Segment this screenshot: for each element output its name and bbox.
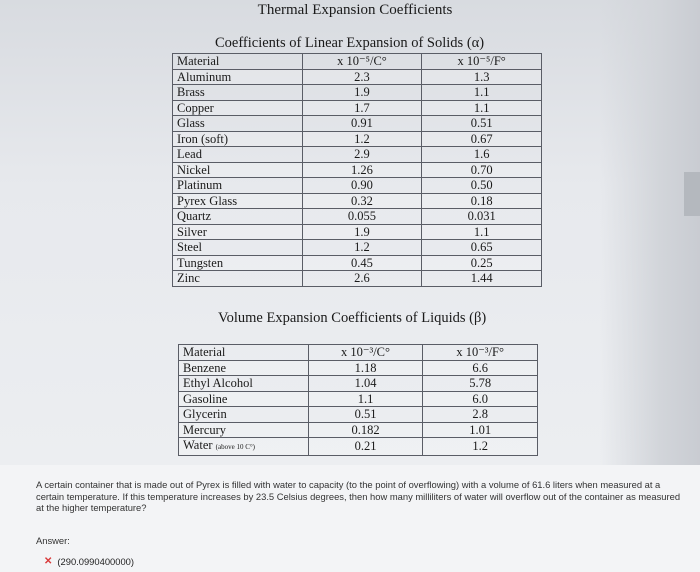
table-row bbox=[179, 391, 538, 407]
value-fahrenheit-cell: 1.6 bbox=[422, 147, 542, 163]
linear-expansion-table bbox=[172, 53, 542, 287]
header-per-fahrenheit: x 10⁻⁵/F° bbox=[422, 54, 542, 70]
value-fahrenheit-cell: 6.6 bbox=[423, 360, 538, 376]
question-text: A certain container that is made out of Pyrex is filled with water to capacity (to the point of overflowing) with a volume of 61.6 liters when measured at a certain temperature. If this temperature increases by 23.5 Celsius degrees, then how many milliliters of water will overflow out of the container as measured at the higher temperature? bbox=[36, 479, 681, 513]
table-row bbox=[173, 255, 542, 271]
value-celsius-cell: 1.18 bbox=[308, 360, 423, 376]
table-row bbox=[173, 193, 542, 209]
water-note: (above 10 C°) bbox=[215, 443, 256, 451]
table-header-row bbox=[173, 54, 542, 70]
table-row bbox=[173, 85, 542, 101]
material-cell bbox=[179, 438, 309, 456]
table-row bbox=[179, 438, 538, 456]
material-cell: Ethyl Alcohol bbox=[179, 376, 309, 392]
material-cell: Zinc bbox=[173, 271, 303, 287]
answer-value: (290.0990400000) bbox=[57, 556, 135, 567]
water-name: Water bbox=[183, 438, 213, 452]
material-cell: Glycerin bbox=[179, 407, 309, 423]
value-celsius-cell: 1.7 bbox=[302, 100, 422, 116]
linear-table-caption: Coefficients of Linear Expansion of Solids (α) bbox=[215, 35, 485, 51]
table-row bbox=[179, 376, 538, 392]
value-celsius-cell: 1.26 bbox=[302, 162, 422, 178]
value-fahrenheit-cell: 2.8 bbox=[423, 407, 538, 423]
header-per-celsius: x 10⁻⁵/C° bbox=[302, 54, 422, 70]
value-fahrenheit-cell: 0.18 bbox=[422, 193, 542, 209]
document-title: Thermal Expansion Coefficients bbox=[257, 2, 453, 18]
value-celsius-cell: 0.21 bbox=[308, 438, 423, 456]
value-fahrenheit-cell: 0.51 bbox=[422, 116, 542, 132]
table-row bbox=[173, 224, 542, 240]
value-celsius-cell: 2.3 bbox=[302, 69, 422, 85]
answer-label: Answer: bbox=[36, 535, 70, 546]
table-row bbox=[173, 178, 542, 194]
value-celsius-cell: 1.2 bbox=[302, 240, 422, 256]
value-celsius-cell: 0.91 bbox=[302, 116, 422, 132]
header-per-fahrenheit: x 10⁻³/F° bbox=[423, 345, 538, 361]
table-header-row bbox=[179, 345, 538, 361]
table-row bbox=[173, 240, 542, 256]
value-celsius-cell: 1.1 bbox=[308, 391, 423, 407]
table-row bbox=[173, 209, 542, 225]
value-fahrenheit-cell: 1.44 bbox=[422, 271, 542, 287]
table-row bbox=[173, 271, 542, 287]
value-fahrenheit-cell: 0.25 bbox=[422, 255, 542, 271]
x-icon: ✕ bbox=[44, 556, 53, 567]
value-celsius-cell: 0.182 bbox=[308, 422, 423, 438]
value-fahrenheit-cell: 0.70 bbox=[422, 162, 542, 178]
material-cell: Lead bbox=[173, 147, 303, 163]
header-material: Material bbox=[179, 345, 309, 361]
material-cell: Steel bbox=[173, 240, 303, 256]
value-celsius-cell: 0.45 bbox=[302, 255, 422, 271]
value-fahrenheit-cell: 0.031 bbox=[422, 209, 542, 225]
value-celsius-cell: 2.6 bbox=[302, 271, 422, 287]
photo-shadow bbox=[600, 0, 700, 465]
value-fahrenheit-cell: 5.78 bbox=[423, 376, 538, 392]
answer-row bbox=[44, 556, 134, 567]
value-celsius-cell: 1.2 bbox=[302, 131, 422, 147]
volume-table-caption: Volume Expansion Coefficients of Liquids (β) bbox=[218, 310, 487, 326]
value-fahrenheit-cell: 0.50 bbox=[422, 178, 542, 194]
volume-expansion-table bbox=[178, 344, 538, 456]
header-per-celsius: x 10⁻³/C° bbox=[308, 345, 423, 361]
value-fahrenheit-cell: 0.65 bbox=[422, 240, 542, 256]
value-fahrenheit-cell: 1.2 bbox=[423, 438, 538, 456]
value-celsius-cell: 1.04 bbox=[308, 376, 423, 392]
screen-edge bbox=[684, 172, 700, 216]
value-fahrenheit-cell: 1.01 bbox=[423, 422, 538, 438]
material-cell: Platinum bbox=[173, 178, 303, 194]
table-row bbox=[179, 422, 538, 438]
value-celsius-cell: 1.9 bbox=[302, 224, 422, 240]
value-celsius-cell: 2.9 bbox=[302, 147, 422, 163]
value-fahrenheit-cell: 1.1 bbox=[422, 85, 542, 101]
material-cell: Mercury bbox=[179, 422, 309, 438]
value-fahrenheit-cell: 1.1 bbox=[422, 100, 542, 116]
material-cell: Quartz bbox=[173, 209, 303, 225]
table-row bbox=[173, 100, 542, 116]
value-celsius-cell: 0.90 bbox=[302, 178, 422, 194]
material-cell: Silver bbox=[173, 224, 303, 240]
header-material: Material bbox=[173, 54, 303, 70]
material-cell: Benzene bbox=[179, 360, 309, 376]
value-celsius-cell: 1.9 bbox=[302, 85, 422, 101]
material-cell: Aluminum bbox=[173, 69, 303, 85]
material-cell: Brass bbox=[173, 85, 303, 101]
value-celsius-cell: 0.055 bbox=[302, 209, 422, 225]
table-row bbox=[173, 162, 542, 178]
table-row bbox=[173, 69, 542, 85]
material-cell: Tungsten bbox=[173, 255, 303, 271]
value-fahrenheit-cell: 1.3 bbox=[422, 69, 542, 85]
material-cell: Iron (soft) bbox=[173, 131, 303, 147]
value-fahrenheit-cell: 1.1 bbox=[422, 224, 542, 240]
value-celsius-cell: 0.32 bbox=[302, 193, 422, 209]
table-row bbox=[173, 147, 542, 163]
table-row bbox=[179, 407, 538, 423]
table-row bbox=[179, 360, 538, 376]
value-fahrenheit-cell: 0.67 bbox=[422, 131, 542, 147]
material-cell: Glass bbox=[173, 116, 303, 132]
material-cell: Pyrex Glass bbox=[173, 193, 303, 209]
table-row bbox=[173, 131, 542, 147]
material-cell: Gasoline bbox=[179, 391, 309, 407]
table-row bbox=[173, 116, 542, 132]
material-cell: Copper bbox=[173, 100, 303, 116]
value-fahrenheit-cell: 6.0 bbox=[423, 391, 538, 407]
value-celsius-cell: 0.51 bbox=[308, 407, 423, 423]
material-cell: Nickel bbox=[173, 162, 303, 178]
question-panel bbox=[0, 465, 700, 572]
